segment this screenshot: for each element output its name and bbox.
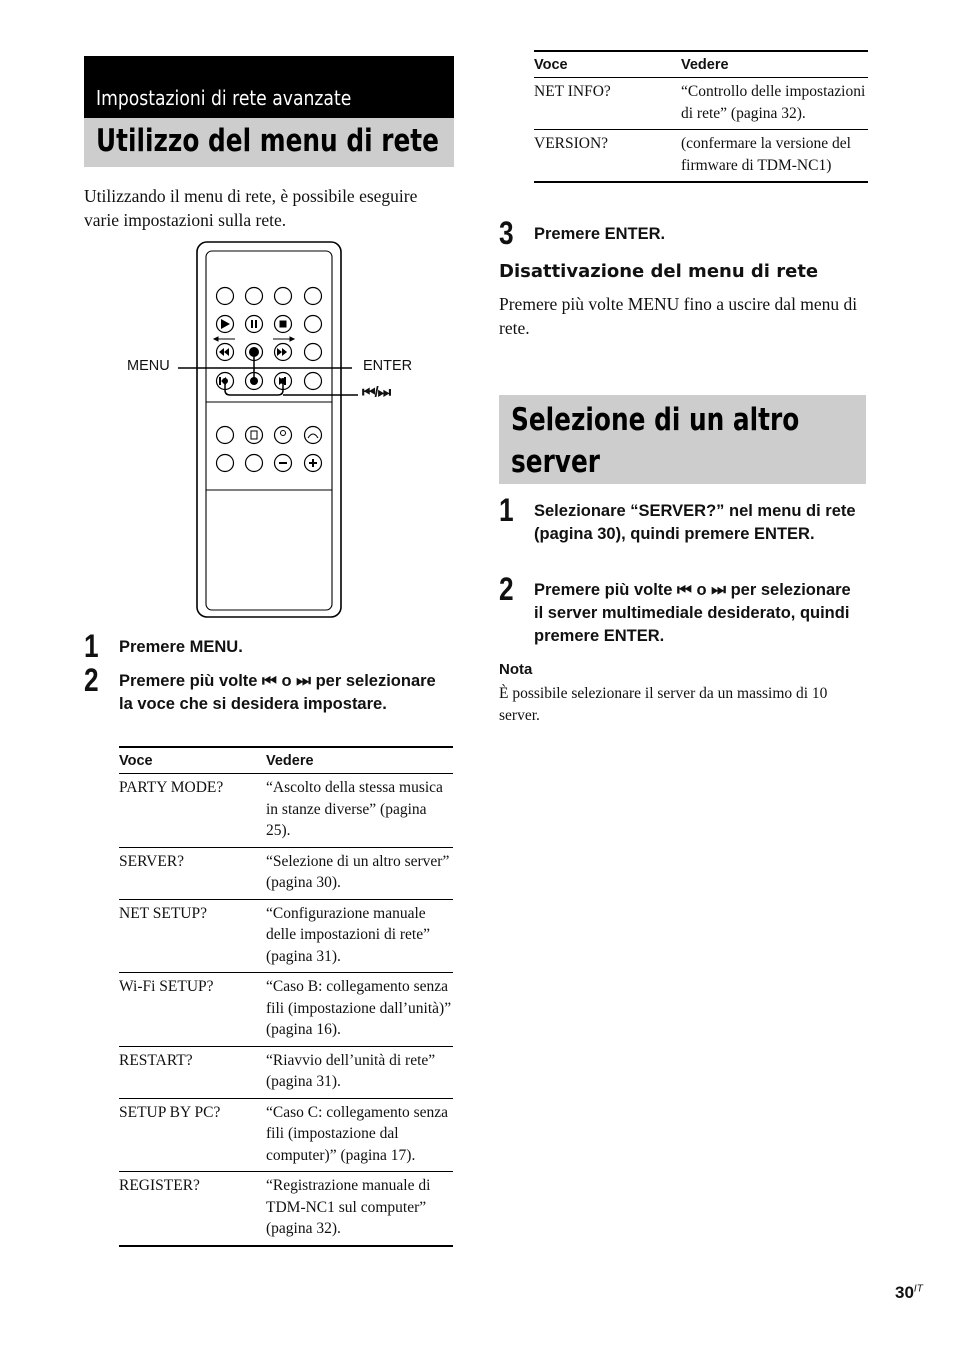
page-title: Utilizzo del menu di rete bbox=[96, 123, 439, 159]
table-cell-ref: “Caso C: collegamento senza fili (impostazione dal computer)” (pagina 17). bbox=[266, 1098, 453, 1172]
table-cell-item: VERSION? bbox=[534, 130, 681, 183]
table-cell-ref: “Controllo delle impostazioni di rete” (pagina 32). bbox=[681, 78, 868, 130]
table-row bbox=[534, 130, 868, 183]
table-cell-item: PARTY MODE? bbox=[119, 774, 266, 848]
table-header-row bbox=[119, 747, 453, 774]
table-row bbox=[119, 1046, 453, 1098]
table-cell-ref: “Configurazione manuale delle impostazioni di rete” (pagina 31). bbox=[266, 899, 453, 973]
page-number bbox=[895, 1283, 923, 1303]
table-cell-item: Wi-Fi SETUP? bbox=[119, 973, 266, 1047]
section-label-bar bbox=[84, 56, 454, 118]
remote-control-illustration bbox=[120, 238, 450, 622]
page-number-value: 30 bbox=[895, 1283, 914, 1302]
table-cell-item: REGISTER? bbox=[119, 1172, 266, 1246]
table-row bbox=[119, 774, 453, 848]
page-number-suffix: IT bbox=[913, 1283, 923, 1295]
table-header-row bbox=[534, 51, 868, 78]
column-header-vedere: Vedere bbox=[681, 51, 868, 78]
column-header-vedere: Vedere bbox=[266, 747, 453, 774]
deactivate-heading: Disattivazione del menu di rete bbox=[499, 261, 819, 282]
section-label: Impostazioni di rete avanzate bbox=[96, 86, 352, 110]
table-cell-item: RESTART? bbox=[119, 1046, 266, 1098]
section2-title-bar bbox=[499, 395, 866, 484]
table-row bbox=[119, 973, 453, 1047]
intro-paragraph: Utilizzando il menu di rete, è possibile eseguire varie impostazioni sulla rete. bbox=[84, 186, 418, 230]
enter-callout-label: ENTER bbox=[363, 358, 413, 374]
step-3-number: 3 bbox=[499, 215, 514, 251]
table-cell-ref: “Riavvio dell’unità di rete” (pagina 31). bbox=[266, 1046, 453, 1098]
table-row bbox=[119, 1098, 453, 1172]
table-cell-ref: “Caso B: collegamento senza fili (impostazione dall’unità)” (pagina 16). bbox=[266, 973, 453, 1047]
section2-step-2-number: 2 bbox=[499, 571, 514, 607]
step-2-number: 2 bbox=[84, 662, 99, 698]
table-cell-ref: “Registrazione manuale di TDM-NC1 sul computer” (pagina 32). bbox=[266, 1172, 453, 1246]
table-cell-ref: “Ascolto della stessa musica in stanze diverse” (pagina 25). bbox=[266, 774, 453, 848]
table-row bbox=[119, 1172, 453, 1246]
section2-step-1-number: 1 bbox=[499, 492, 514, 528]
table-cell-item: SERVER? bbox=[119, 847, 266, 899]
step-3-text: Premere ENTER. bbox=[534, 225, 666, 243]
table-row bbox=[119, 847, 453, 899]
menu-items-table bbox=[119, 746, 453, 1247]
table-cell-item: NET INFO? bbox=[534, 78, 681, 130]
deactivate-paragraph: Premere più volte MENU fino a uscire dal menu di rete. bbox=[499, 294, 858, 338]
table-row bbox=[119, 899, 453, 973]
table-cell-item: NET SETUP? bbox=[119, 899, 266, 973]
table-cell-item: SETUP BY PC? bbox=[119, 1098, 266, 1172]
column-header-voce: Voce bbox=[119, 747, 266, 774]
table-cell-ref: “Selezione di un altro server” (pagina 30). bbox=[266, 847, 453, 899]
menu-items-table-continued bbox=[534, 50, 868, 183]
section2-step-1-text: Selezionare “SERVER?” nel menu di rete (pagina 30), quindi premere ENTER. bbox=[534, 502, 856, 543]
table-row bbox=[534, 78, 868, 130]
section2-title: Selezione di un altro server bbox=[511, 402, 800, 480]
note-text: È possibile selezionare il server da un massimo di 10 server. bbox=[499, 685, 828, 724]
menu-callout-label: MENU bbox=[127, 358, 170, 374]
note-label: Nota bbox=[499, 661, 533, 678]
step-1-text: Premere MENU. bbox=[119, 638, 243, 656]
column-header-voce: Voce bbox=[534, 51, 681, 78]
skip-callout-label: ⏮/⏭ bbox=[362, 384, 391, 401]
page-title-bar bbox=[84, 118, 454, 167]
step-2-text: Premere più volte ⏮ o ⏭ per selezionare la voce che si desidera impostare. bbox=[119, 672, 436, 713]
step-1-number: 1 bbox=[84, 628, 99, 664]
table-cell-ref: (confermare la versione del firmware di TDM-NC1) bbox=[681, 130, 868, 183]
button-grid-icon bbox=[217, 288, 322, 472]
section2-step-2-text: Premere più volte ⏮ o ⏭ per selezionare il server multimediale desiderato, quindi premere ENTER. bbox=[534, 581, 851, 645]
